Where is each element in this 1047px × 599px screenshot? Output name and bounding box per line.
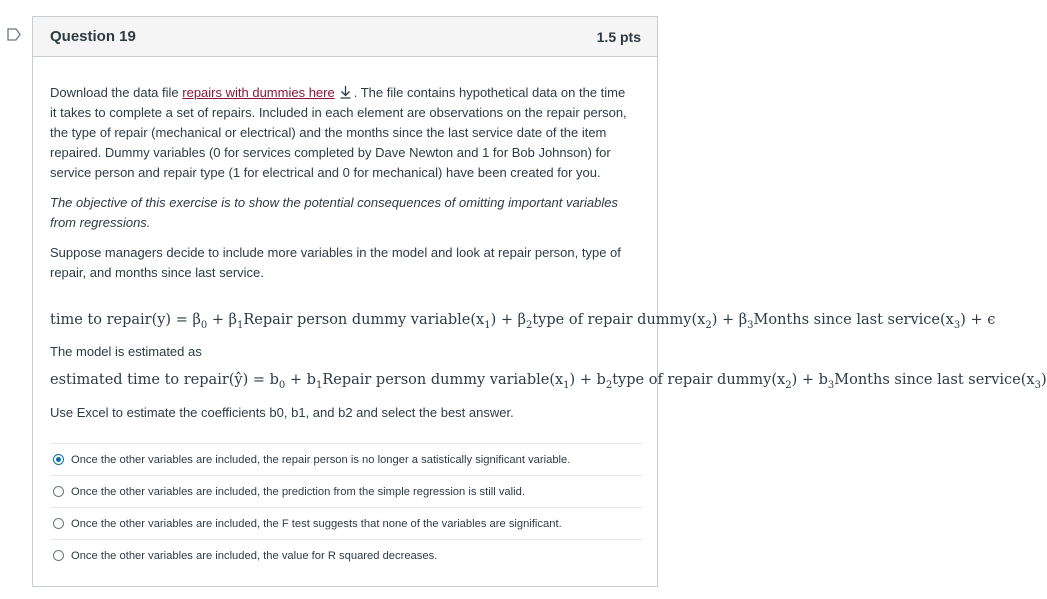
download-icon[interactable] (339, 85, 352, 99)
model-formula: time to repair(y) = $\beta_0$ + $\beta_1Repair$ person dummy $variable(x_1)$ + $\beta_2type$ of repair $dummy(x_2)$ + $\beta_3Months$ since last $service(x_3) + \epsilon$ (50, 312, 996, 331)
estimated-formula: estimated time to repair(ŷ) = $b_0$ + $b_1Repair$ person dummy $variable(x_1)$ + $b_2type$ of repair $dummy(x_2)$ + $b_3Months$ since last $service(x_3)$ (50, 372, 1047, 391)
answer-option[interactable] (50, 539, 642, 571)
answer-label: Once the other variables are included, the prediction from the simple regression is still valid. (71, 485, 525, 498)
answer-label: Once the other variables are included, the F test suggests that none of the variables are significant. (71, 517, 562, 530)
flag-question-icon[interactable] (7, 28, 22, 41)
question-title: Question 19 (50, 28, 136, 45)
answer-label: Once the other variables are included, the repair person is no longer a satistically significant variable. (71, 453, 571, 466)
objective-text: The objective of this exercise is to show the potential consequences of omitting important variables from regressions. (50, 195, 618, 230)
question-points: 1.5 pts (596, 28, 641, 45)
answer-options (50, 443, 642, 571)
intro-paragraph (50, 83, 635, 183)
radio-button[interactable] (53, 550, 64, 561)
answer-label: Once the other variables are included, the value for R squared decreases. (71, 549, 438, 562)
radio-button[interactable] (53, 486, 64, 497)
question-body (33, 57, 657, 283)
answer-option[interactable] (50, 443, 642, 475)
intro-prefix: Download the data file (50, 85, 183, 100)
radio-button[interactable] (53, 518, 64, 529)
suppose-text: Suppose managers decide to include more variables in the model and look at repair person, type of repair, and months since last service. (50, 245, 621, 280)
answer-option[interactable] (50, 475, 642, 507)
radio-button[interactable] (53, 454, 64, 465)
intro-suffix: . The file contains hypothetical data on the time it takes to complete a set of repairs. Included in each element are observations on the repair person, the type of repair (mechanical or electrical) and the months since the last service date of the item repaired. Dummy variables (0 for services completed by Dave Newton and 1 for Bob Johnson) for service person and repair type (1 for electrical and 0 for mechanical) have been created for you. (50, 85, 627, 180)
answer-option[interactable] (50, 507, 642, 539)
data-file-link[interactable]: repairs with dummies here (182, 85, 335, 100)
instruction-text: Use Excel to estimate the coefficients b0, b1, and b2 and select the best answer. (50, 405, 514, 420)
estimated-label: The model is estimated as (50, 344, 202, 359)
question-header (33, 17, 657, 57)
